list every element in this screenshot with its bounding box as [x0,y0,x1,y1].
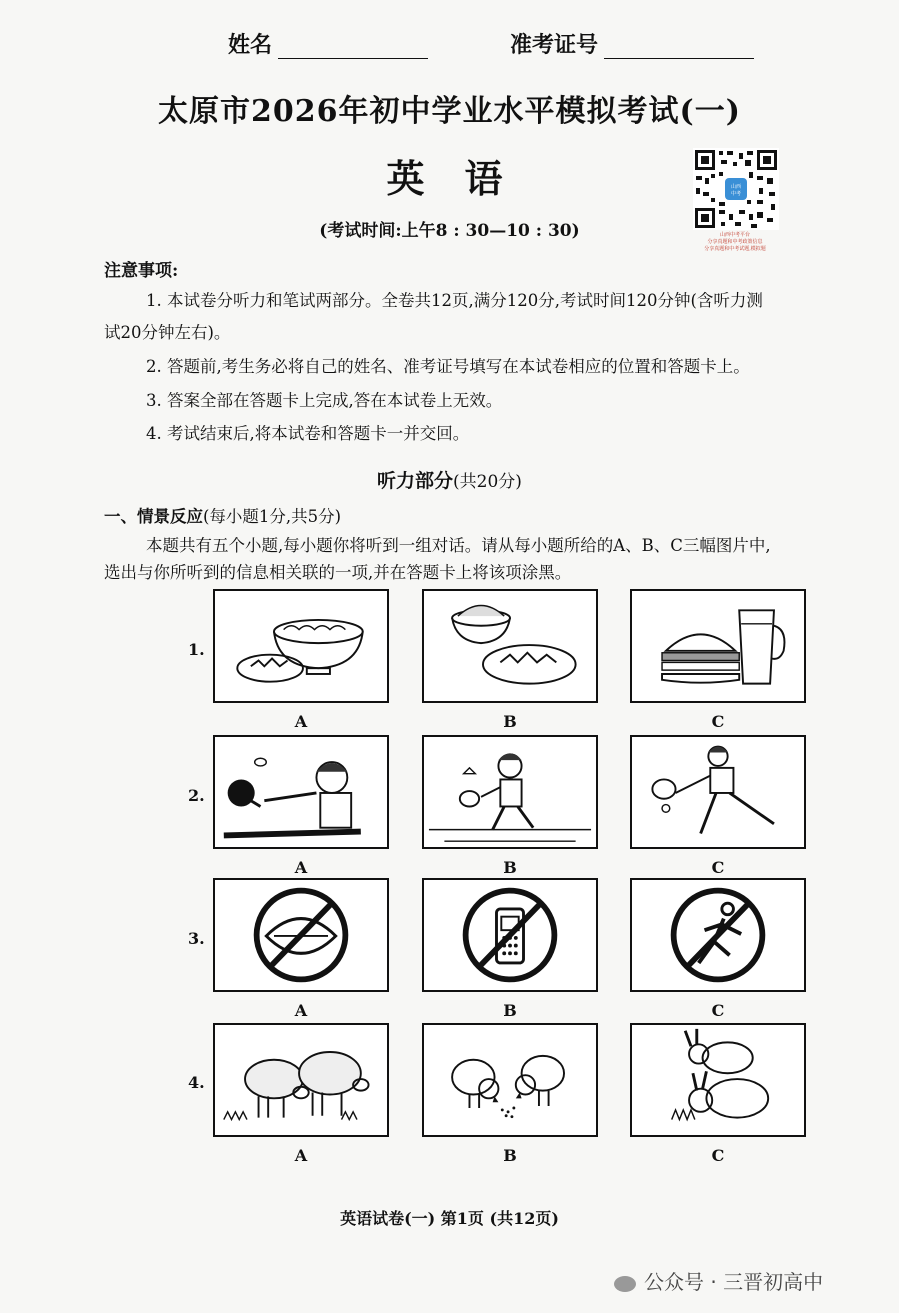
question-number: 2. [188,786,205,805]
picture-noodles[interactable] [213,589,389,703]
option-label: B [503,712,517,731]
option-label: C [711,1001,725,1020]
instructions-line-1: 本题共有五个小题,每小题你将听到一组对话。请从每小题所给的A、B、C三幅图片中, [146,536,771,555]
svg-text:山西: 山西 [730,184,742,190]
question-number: 4. [188,1073,205,1092]
option-label: B [503,858,517,877]
option-label: B [503,1146,517,1165]
no-running-sign-icon [632,880,804,990]
option-label: C [711,858,725,877]
sheep-icon [215,1025,387,1135]
ping-pong-icon [215,737,387,847]
exam-title: 太原市2026年初中学业水平模拟考试(一) [158,94,741,129]
picture-badminton[interactable] [422,735,598,849]
picture-rabbits[interactable] [630,1023,806,1137]
exam-number-field [510,28,754,59]
option-label: C [711,712,725,731]
question-number: 1. [188,640,205,659]
notice-item-1: 1. 本试卷分听力和笔试两部分。全卷共12页,满分120分,考试时间120分钟(含听力测 [146,291,763,310]
question-number: 3. [188,929,205,948]
exam-number-blank[interactable] [604,36,754,59]
chick-icon [424,1025,596,1135]
tennis-icon [632,737,804,847]
rabbit-icon [632,1025,804,1135]
noodles-icon [215,591,387,701]
exam-time: (考试时间:上午8 : 30—10 : 30) [319,221,580,241]
no-leaf-sign-icon [215,880,387,990]
picture-no-picking-leaves[interactable] [213,878,389,992]
name-label: 姓名 [228,32,273,58]
wechat-watermark: 公众号 · 三晋初高中 [614,1266,823,1295]
subject-title: 英语 [386,156,543,201]
notice-item-3: 3. 答案全部在答题卡上完成,答在本试卷上无效。 [146,391,503,410]
no-phone-sign-icon [424,880,596,990]
part-1-heading: 一、情景反应(每小题1分,共5分) [104,507,342,526]
picture-hamburger[interactable] [630,589,806,703]
picture-chicks[interactable] [422,1023,598,1137]
exam-number-label: 准考证号 [510,32,599,58]
instructions-line-2: 选出与你所听到的信息相关联的一项,并在答题卡上将该项涂黑。 [104,563,572,582]
option-label: A [294,858,308,877]
qr-code [693,148,779,230]
page-footer: 英语试卷(一) 第1页 (共12页) [340,1209,559,1228]
wechat-icon [614,1276,636,1292]
option-label: C [711,1146,725,1165]
svg-text:中考: 中考 [730,191,742,197]
notice-item-2: 2. 答题前,考生务必将自己的姓名、准考证号填写在本试卷相应的位置和答题卡上。 [146,357,750,376]
picture-no-running[interactable] [630,878,806,992]
picture-sheep[interactable] [213,1023,389,1137]
hamburger-icon [632,591,804,701]
notice-heading: 注意事项: [104,261,179,281]
listening-heading: 听力部分(共20分) [377,470,522,492]
picture-tennis[interactable] [630,735,806,849]
name-blank[interactable] [278,36,428,59]
option-label: B [503,1001,517,1020]
name-field [228,28,428,59]
option-label: A [294,1146,308,1165]
notice-item-1-cont: 试20分钟左右)。 [104,323,231,342]
option-label: A [294,1001,308,1020]
qr-caption: 山西中考平台 分享真题和中考政策信息 分享真题和中考试题,模拟题 [704,232,766,252]
rice-icon [424,591,596,701]
picture-ping-pong[interactable] [213,735,389,849]
picture-no-phones[interactable] [422,878,598,992]
picture-rice[interactable] [422,589,598,703]
option-label: A [294,712,308,731]
badminton-icon [424,737,596,847]
notice-item-4: 4. 考试结束后,将本试卷和答题卡一并交回。 [146,424,470,443]
